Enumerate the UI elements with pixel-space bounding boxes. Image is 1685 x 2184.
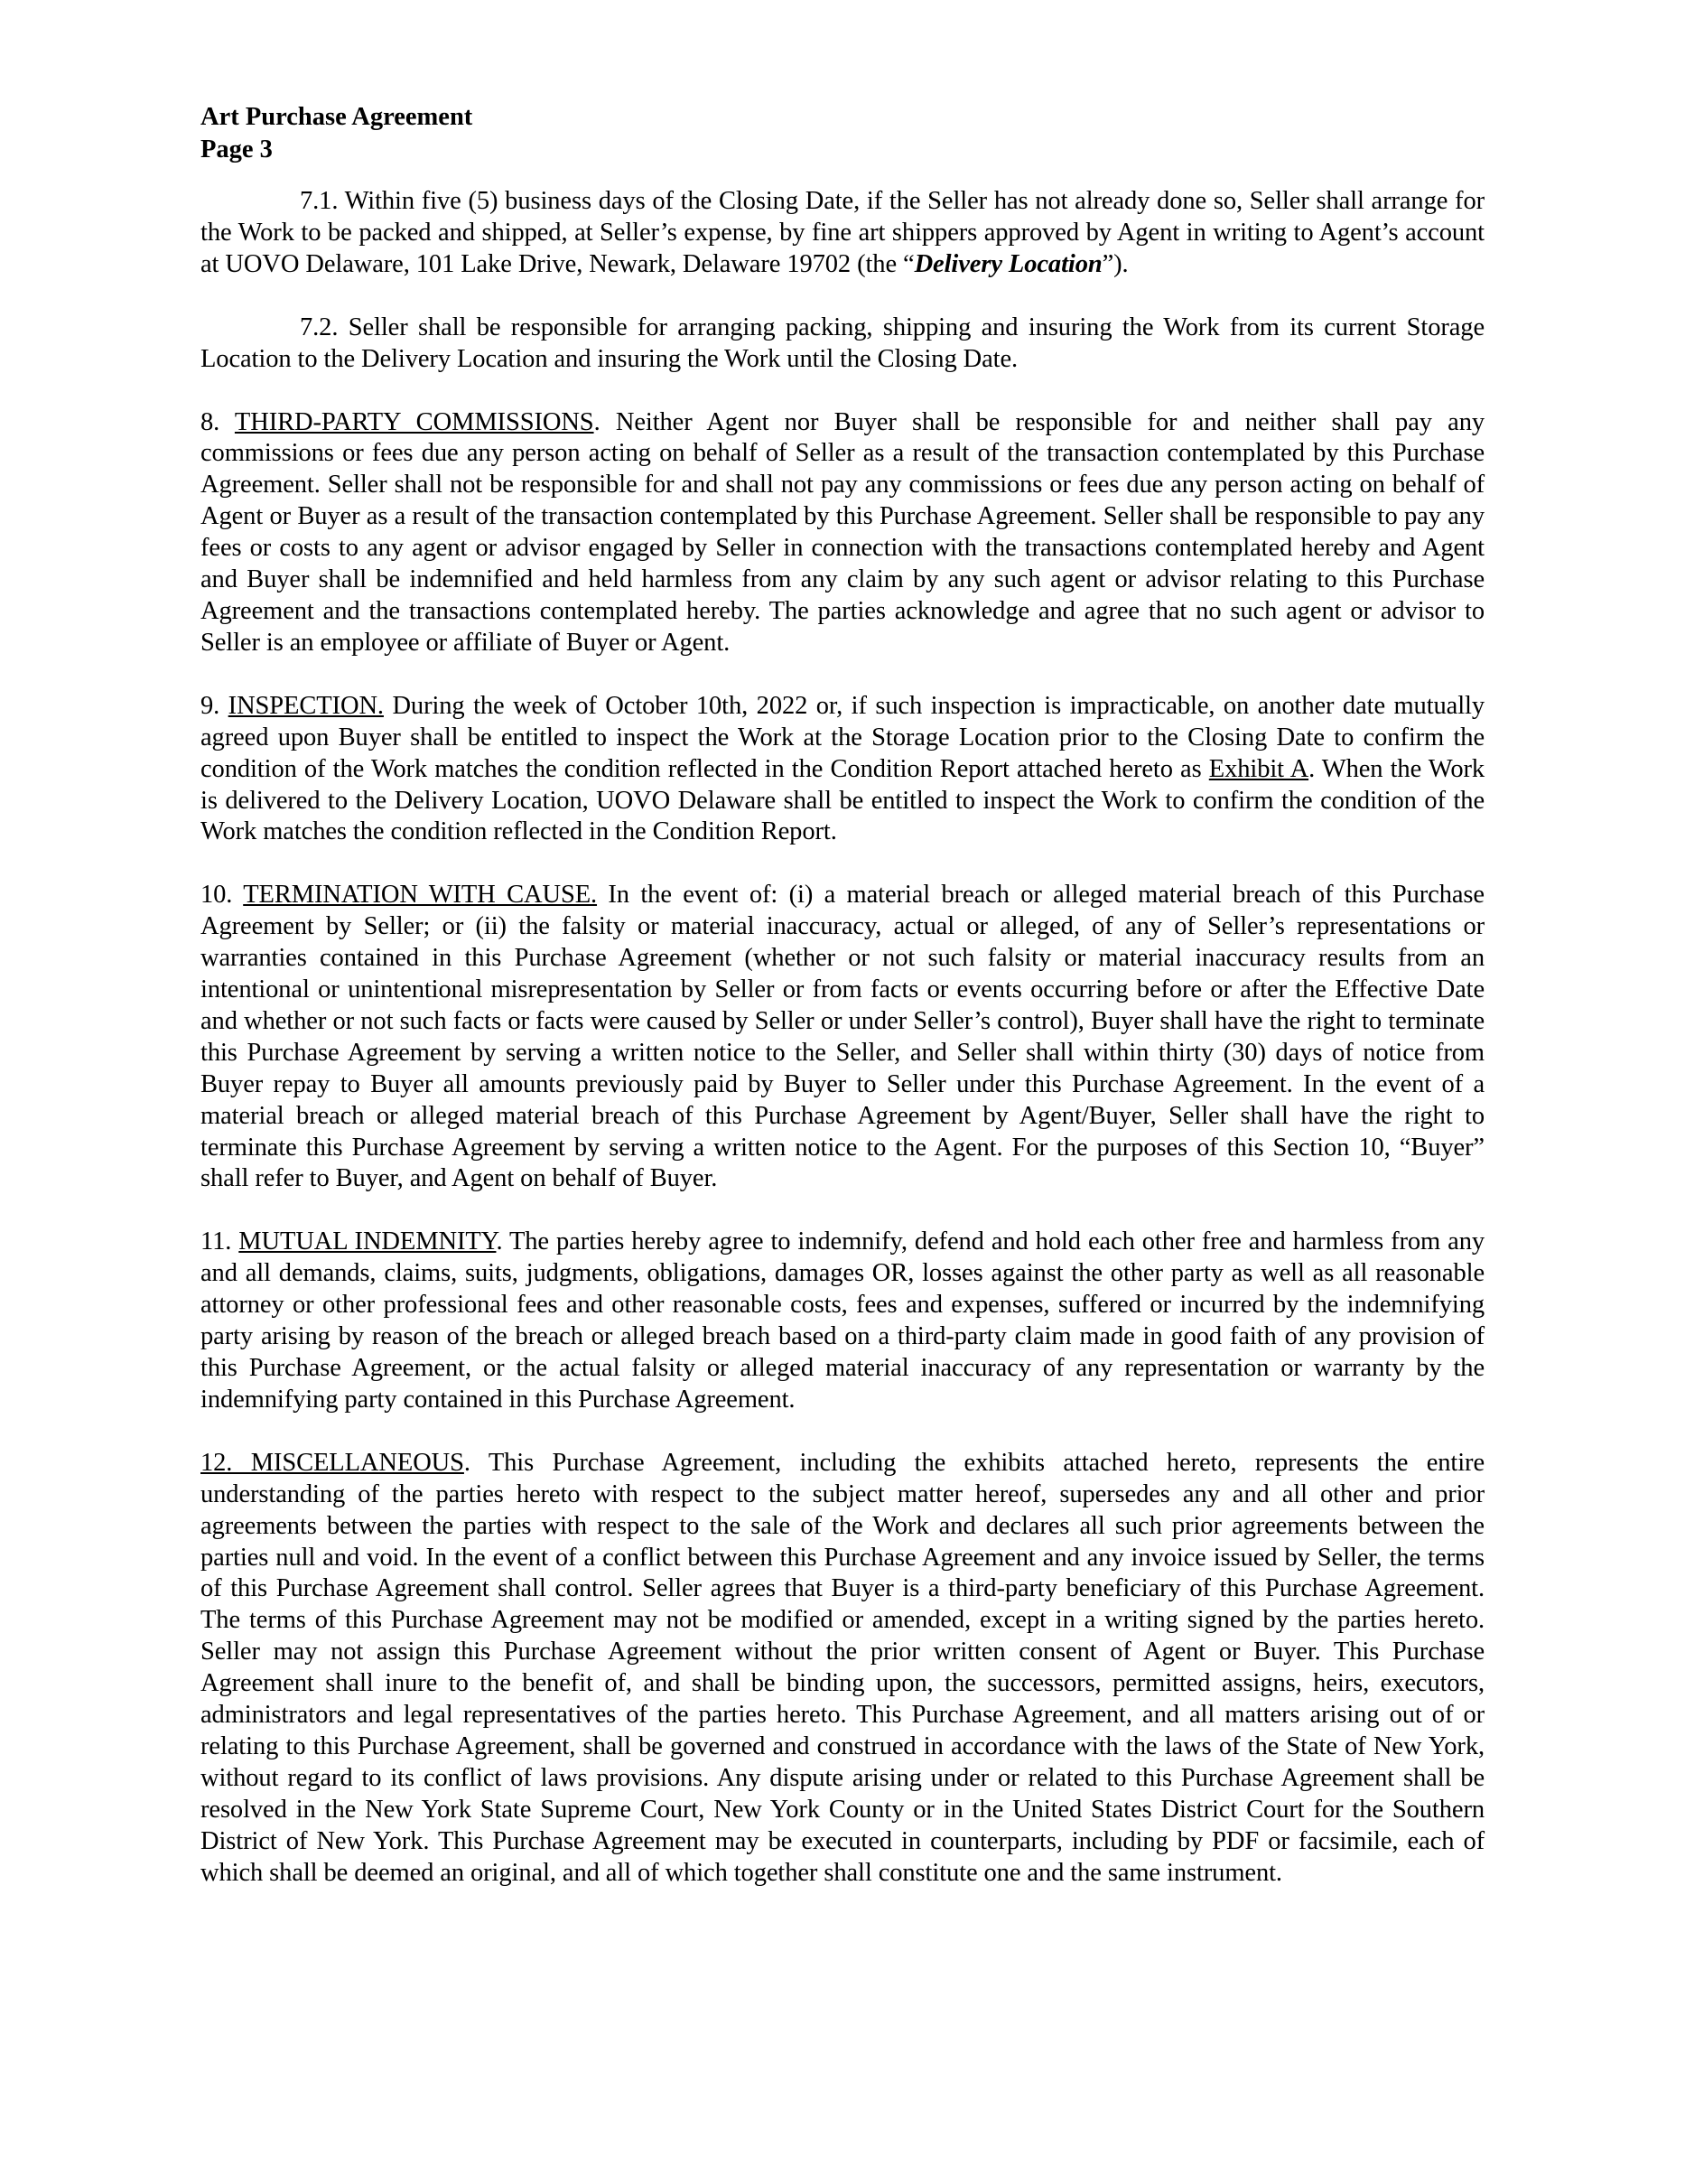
section-7-2 xyxy=(200,313,1485,376)
section-10 xyxy=(200,880,1485,1195)
section-12-body: . This Purchase Agreement, including the exhibits attached hereto, represents the entire understanding of the parties hereto with respect to the subject matter hereof, supersedes any and all other and prior agreements between the parties with respect to the sale of the Work and declares all such prior agreements between the parties null and void. In the event of a conflict between this Purchase Agreement and any invoice issued by Seller, the terms of this Purchase Agreement shall control. Seller agrees that Buyer is a third-party beneficiary of this Purchase Agreement. The terms of this Purchase Agreement may not be modified or amended, except in a writing signed by the parties hereto. Seller may not assign this Purchase Agreement without the prior written consent of Agent or Buyer. This Purchase Agreement shall inure to the benefit of, and shall be binding upon, the successors, permitted assigns, heirs, executors, administrators and legal representatives of the parties hereto. This Purchase Agreement, and all matters arising out of or relating to this Purchase Agreement, shall be governed and construed in accordance with the laws of the State of New York, without regard to its conflict of laws provisions. Any dispute arising under or related to this Purchase Agreement shall be resolved in the New York State Supreme Court, New York County or in the United States District Court for the Southern District of New York. This Purchase Agreement may be executed in counterparts, including by PDF or facsimile, each of which shall be deemed an original, and all of which together shall constitute one and the same instrument. xyxy=(200,1448,1485,1887)
section-8-heading: THIRD-PARTY COMMISSIONS xyxy=(234,407,594,436)
section-10-number: 10. xyxy=(200,881,244,910)
document-title: Art Purchase Agreement xyxy=(200,103,473,131)
section-10-heading: TERMINATION WITH CAUSE. xyxy=(243,881,598,910)
document-body xyxy=(200,101,1485,1921)
section-10-body: In the event of: (i) a material breach or alleged material breach of this Purchase Agreement by Seller; or (ii) the falsity or material inaccuracy, actual or alleged, of any of Seller’s representations or warranties contained in this Purchase Agreement (whether or not such falsity or material inaccuracy results from an intentional or unintentional misrepresentation by Seller or from facts or events occurring before or after the Effective Date and whether or not such facts or facts were caused by Seller or under Seller’s control), Buyer shall have the right to terminate this Purchase Agreement by serving a written notice to the Seller, and Seller shall within thirty (30) days of notice from Buyer repay to Buyer all amounts previously paid by Buyer to Seller under this Purchase Agreement. In the event of a material breach or alleged material breach of this Purchase Agreement by Agent/Buyer, Seller shall have the right to terminate this Purchase Agreement by serving a written notice to the Agent. For the purposes of this Section 10, “Buyer” shall refer to Buyer, and Agent on behalf of Buyer. xyxy=(200,881,1485,1193)
section-9-body: During the week of October 10th, 2022 or, if such inspection is impracticable, on another date mutually agreed upon Buyer shall be entitled to inspect the Work at the Storage Location prior to the Closing Date to confirm the condition of the Work matches the condition reflected in the Condition Report attached hereto as xyxy=(200,691,1485,783)
section-8-number: 8. xyxy=(200,407,235,436)
section-11-heading: MUTUAL INDEMNITY xyxy=(238,1227,497,1256)
delivery-location-term: Delivery Location xyxy=(914,249,1103,278)
section-9-heading: INSPECTION. xyxy=(228,691,384,720)
section-9-body-end: . When the Work is delivered to the Delivery Location, UOVO Delaware shall be entitled to inspect the Work to confirm the condition of the Work matches the condition reflected in the Condition Report. xyxy=(200,754,1485,846)
section-8 xyxy=(200,407,1485,659)
page-header xyxy=(200,101,1485,166)
section-7-2-text: 7.2. Seller shall be responsible for arranging packing, shipping and insuring the Work from its current Storage Location to the Delivery Location and insuring the Work until the Closing Date. xyxy=(200,313,1485,373)
section-8-body: . Neither Agent nor Buyer shall be responsible for and neither shall pay any commissions or fees due any person acting on behalf of Seller as a result of the transaction contemplated by this Purchase Agreement. Seller shall not be responsible for and shall not pay any commissions or fees due any person acting on behalf of Agent or Buyer as a result of the transaction contemplated by this Purchase Agreement. Seller shall be responsible to pay any fees or costs to any agent or advisor engaged by Seller in connection with the transactions contemplated hereby and Agent and Buyer shall be indemnified and held harmless from any claim by any such agent or advisor relating to this Purchase Agreement and the transactions contemplated hereby. The parties acknowledge and agree that no such agent or advisor to Seller is an employee or affiliate of Buyer or Agent. xyxy=(200,407,1485,657)
section-11-body: . The parties hereby agree to indemnify, defend and hold each other free and harmless from any and all demands, claims, suits, judgments, obligations, damages OR, losses against the other party as well as all reasonable attorney or other professional fees and other reasonable costs, fees and expenses, suffered or incurred by the indemnifying party arising by reason of the breach or alleged breach based on a third-party claim made in good faith of any provision of this Purchase Agreement, or the actual falsity or alleged material inaccuracy of any representation or warranty by the indemnifying party contained in this Purchase Agreement. xyxy=(200,1227,1485,1414)
section-9-number: 9. xyxy=(200,691,228,720)
section-11 xyxy=(200,1227,1485,1415)
page-number: Page 3 xyxy=(200,135,273,163)
exhibit-a-reference: Exhibit A xyxy=(1208,754,1309,783)
section-12 xyxy=(200,1448,1485,1890)
section-11-number: 11. xyxy=(200,1227,239,1256)
section-7-1 xyxy=(200,186,1485,281)
section-7-1-text: 7.1. Within five (5) business days of the Closing Date, if the Seller has not already done so, Seller shall arrange for the Work to be packed and shipped, at Seller’s expense, by fine art shippers approved by Agent in writing to Agent’s account at UOVO Delaware, 101 Lake Drive, Newark, Delaware 19702 (the “ xyxy=(200,187,1485,278)
section-12-heading: 12. MISCELLANEOUS xyxy=(200,1448,464,1477)
section-9 xyxy=(200,691,1485,849)
section-7-1-tail: ”). xyxy=(1102,249,1129,278)
